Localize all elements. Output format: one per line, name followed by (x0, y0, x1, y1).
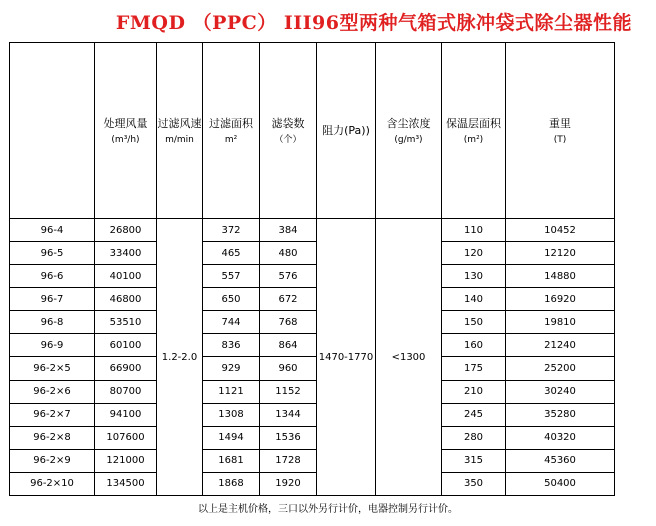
airflow-cell: 46800 (95, 288, 157, 311)
insulation-area-cell: 175 (442, 357, 506, 380)
insulation-area-cell: 315 (442, 449, 506, 472)
weight-cell: 12120 (506, 242, 615, 265)
weight-cell: 14880 (506, 265, 615, 288)
bag-count-cell: 1152 (260, 380, 317, 403)
table-row (10, 449, 615, 472)
airflow-cell: 80700 (95, 380, 157, 403)
table-row (10, 403, 615, 426)
resistance-cell: 1470-1770 (317, 219, 376, 496)
airflow-cell: 60100 (95, 334, 157, 357)
bag-count-cell: 480 (260, 242, 317, 265)
table-row (10, 242, 615, 265)
filter-area-cell: 1121 (203, 380, 260, 403)
bag-count-cell: 768 (260, 311, 317, 334)
header-model (10, 43, 95, 219)
header-insulation-area: 保温层面积 (m²) (442, 43, 506, 219)
header-filter-speed: 过滤风速 m/min (157, 43, 203, 219)
model-cell: 96-8 (10, 311, 95, 334)
weight-cell: 40320 (506, 426, 615, 449)
bag-count-cell: 1536 (260, 426, 317, 449)
filter-area-cell: 1681 (203, 449, 260, 472)
table-row (10, 311, 615, 334)
filter-area-cell: 744 (203, 311, 260, 334)
filter-area-cell: 929 (203, 357, 260, 380)
header-bag-count: 滤袋数 （个） (260, 43, 317, 219)
weight-cell: 35280 (506, 403, 615, 426)
bag-count-cell: 384 (260, 219, 317, 242)
model-cell: 96-7 (10, 288, 95, 311)
filter-area-cell: 1494 (203, 426, 260, 449)
weight-cell: 10452 (506, 219, 615, 242)
model-cell: 96-2×10 (10, 472, 95, 495)
insulation-area-cell: 160 (442, 334, 506, 357)
model-cell: 96-2×5 (10, 357, 95, 380)
weight-cell: 50400 (506, 472, 615, 495)
airflow-cell: 107600 (95, 426, 157, 449)
table-row (10, 380, 615, 403)
bag-count-cell: 1728 (260, 449, 317, 472)
model-cell: 96-5 (10, 242, 95, 265)
bag-count-cell: 1920 (260, 472, 317, 495)
airflow-cell: 53510 (95, 311, 157, 334)
model-cell: 96-6 (10, 265, 95, 288)
filter-area-cell: 836 (203, 334, 260, 357)
airflow-cell: 94100 (95, 403, 157, 426)
bag-count-cell: 672 (260, 288, 317, 311)
weight-cell: 45360 (506, 449, 615, 472)
table-row (10, 334, 615, 357)
header-resistance: 阻力(Pa)) (317, 43, 376, 219)
filter-area-cell: 1308 (203, 403, 260, 426)
header-airflow: 处理风量 (m³/h) (95, 43, 157, 219)
filter-area-cell: 557 (203, 265, 260, 288)
model-cell: 96-2×6 (10, 380, 95, 403)
insulation-area-cell: 280 (442, 426, 506, 449)
airflow-cell: 121000 (95, 449, 157, 472)
bag-count-cell: 960 (260, 357, 317, 380)
filter-area-cell: 1868 (203, 472, 260, 495)
bag-count-cell: 576 (260, 265, 317, 288)
weight-cell: 16920 (506, 288, 615, 311)
insulation-area-cell: 210 (442, 380, 506, 403)
insulation-area-cell: 140 (442, 288, 506, 311)
header-dust-concentration: 含尘浓度 (g/m³) (376, 43, 442, 219)
header-weight: 重里 (T) (506, 43, 615, 219)
table-row (10, 265, 615, 288)
model-cell: 96-2×7 (10, 403, 95, 426)
header-filter-area: 过滤面积 m² (203, 43, 260, 219)
table-row (10, 288, 615, 311)
table-row (10, 426, 615, 449)
filter-speed-cell: 1.2-2.0 (157, 219, 203, 496)
insulation-area-cell: 130 (442, 265, 506, 288)
airflow-cell: 33400 (95, 242, 157, 265)
model-cell: 96-4 (10, 219, 95, 242)
filter-area-cell: 465 (203, 242, 260, 265)
footnote: 以上是主机价格，三口以外另行计价，电器控制另行计价。 (198, 504, 458, 515)
weight-cell: 21240 (506, 334, 615, 357)
page-title: FMQD （PPC） III96型两种气箱式脉冲袋式除尘器性能 (115, 12, 632, 34)
insulation-area-cell: 110 (442, 219, 506, 242)
model-cell: 96-2×9 (10, 449, 95, 472)
table-row (10, 472, 615, 495)
weight-cell: 25200 (506, 357, 615, 380)
table-row (10, 357, 615, 380)
dust-concentration-cell: <1300 (376, 219, 442, 496)
model-cell: 96-9 (10, 334, 95, 357)
insulation-area-cell: 245 (442, 403, 506, 426)
table-header-row (10, 43, 615, 219)
filter-area-cell: 372 (203, 219, 260, 242)
model-cell: 96-2×8 (10, 426, 95, 449)
insulation-area-cell: 150 (442, 311, 506, 334)
bag-count-cell: 1344 (260, 403, 317, 426)
insulation-area-cell: 350 (442, 472, 506, 495)
airflow-cell: 134500 (95, 472, 157, 495)
table-row (10, 219, 615, 242)
filter-area-cell: 650 (203, 288, 260, 311)
airflow-cell: 26800 (95, 219, 157, 242)
performance-table (9, 42, 615, 496)
airflow-cell: 40100 (95, 265, 157, 288)
weight-cell: 30240 (506, 380, 615, 403)
weight-cell: 19810 (506, 311, 615, 334)
airflow-cell: 66900 (95, 357, 157, 380)
insulation-area-cell: 120 (442, 242, 506, 265)
bag-count-cell: 864 (260, 334, 317, 357)
